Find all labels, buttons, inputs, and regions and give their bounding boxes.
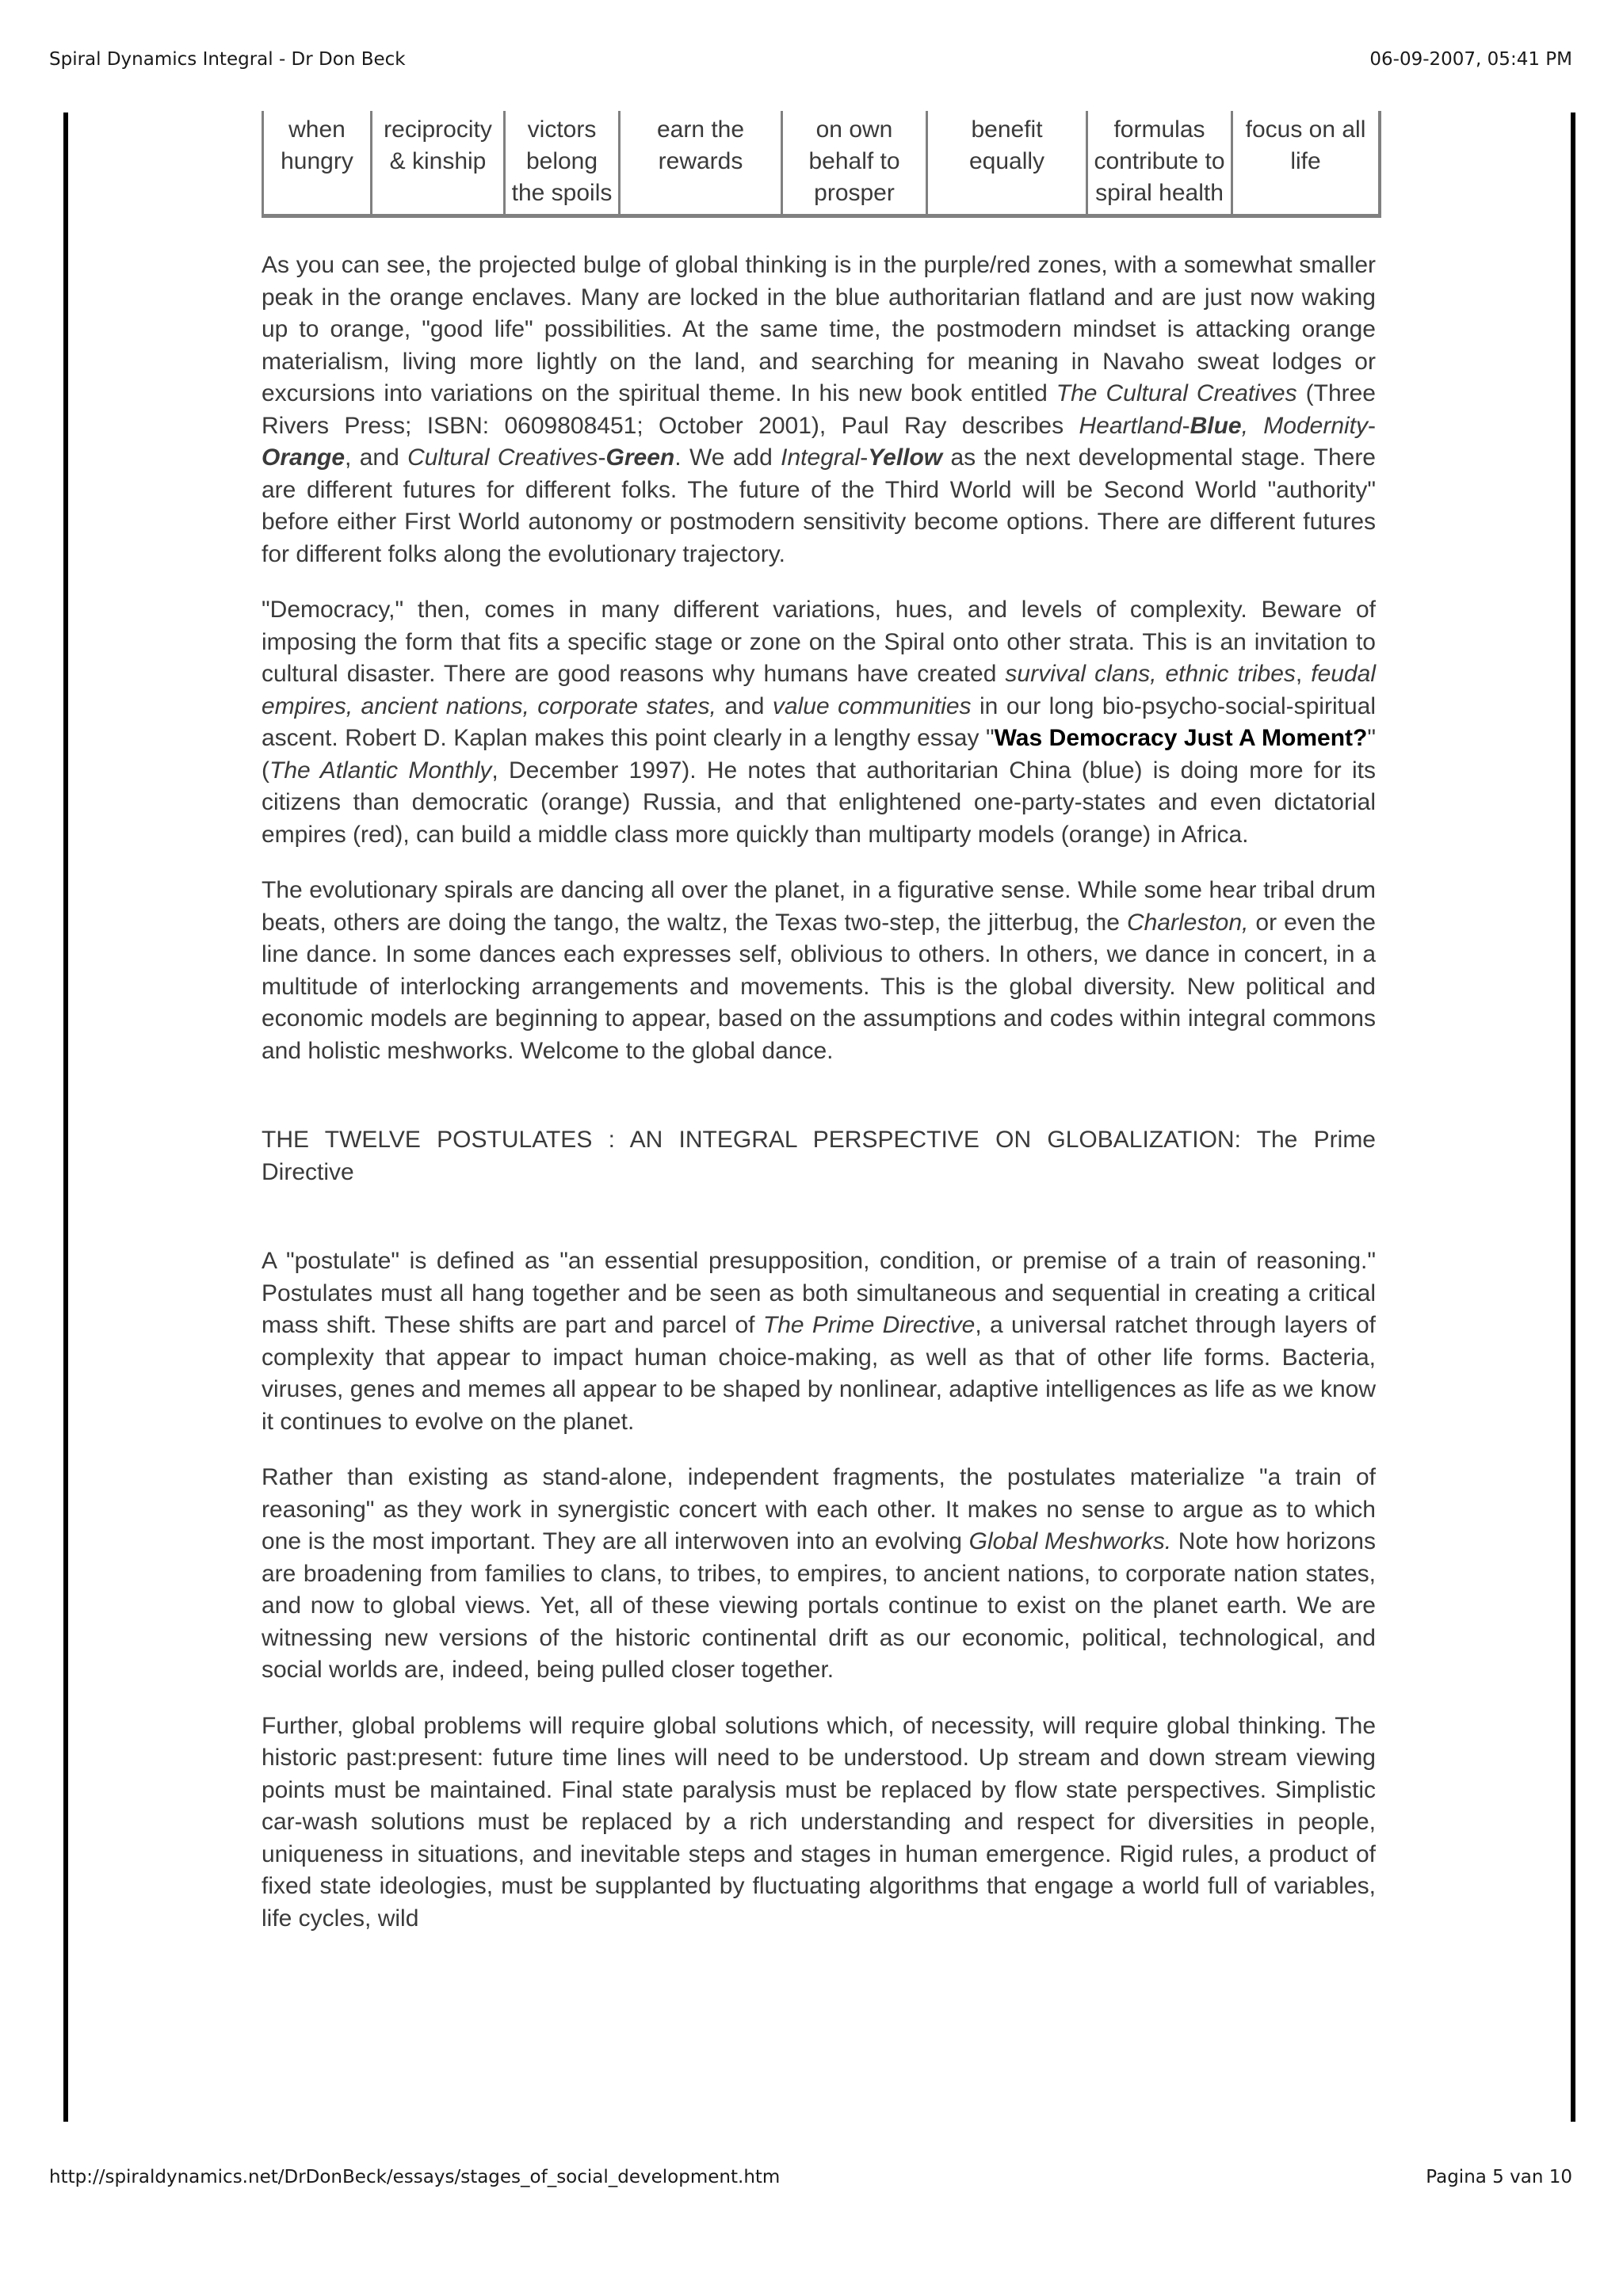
table-cell: reciprocity & kinship — [372, 111, 506, 214]
spiral-stage-table-fragment — [262, 111, 1381, 218]
paragraph-train-of-reasoning: Rather than existing as stand-alone, independent fragments, the postulates materialize "a train of reasoning" as they work in synergistic concert with each other. It makes no sense to argue as to which one is the most important. They are all interwoven into an evolving Global Meshworks. Note how horizons are broadening from families to clans, to tribes, to empires, to ancient nations, to corporate nation states, and now to global views. Yet, all of these viewing portals continue to exist on the planet earth. We are witnessing new versions of the historic continental drift as our economic, political, technological, and social worlds are, indeed, being pulled closer together. — [262, 1464, 1376, 1683]
book-title: The Cultural Creatives — [1056, 380, 1297, 406]
table-cell: when hungry — [264, 111, 372, 214]
table-cell: victors belong the spoils — [506, 111, 621, 214]
print-datetime: 06-09-2007, 05:41 PM — [1369, 49, 1572, 70]
left-border-rule — [63, 113, 68, 2122]
table-cell: focus on all life — [1245, 116, 1366, 174]
table-cell: on own behalf to prosper — [783, 111, 928, 214]
section-heading: THE TWELVE POSTULATES : AN INTEGRAL PERSPECTIVE ON GLOBALIZATION: The Prime Directive — [262, 1127, 1376, 1185]
paragraph-postulate-definition: A "postulate" is defined as "an essential presupposition, condition, or premise of a train of reasoning." Postulates must all hang together and be seen as both simultaneous and sequential in creating a critical mass shift. These shifts are part and parcel of The Prime Directive, a universal ratchet through layers of complexity that appear to impact human choice-making, as well as that of other life forms. Bacteria, viruses, genes and memes all appear to be shaped by nonlinear, adaptive intelligences as life as we know it continues to evolve on the planet. — [262, 1248, 1376, 1435]
paragraph-global-problems: Further, global problems will require global solutions which, of necessity, will require global thinking. The historic past:present: future time lines will need to be understood. Up stream and down stream viewing points must be maintained. Final state paralysis must be replaced by flow state perspectives. Simplistic car-wash solutions must be replaced by a rich understanding and respect for diversities in people, uniqueness in situations, and inevitable steps and stages in human emergence. Rigid rules, a product of fixed state ideologies, must be supplanted by fluctuating algorithms that engage a world full of variables, life cycles, wild — [262, 1712, 1376, 1932]
paragraph-global-dance: The evolutionary spirals are dancing all over the planet, in a figurative sense. While some hear tribal drum beats, others are doing the tango, the waltz, the Texas two-step, the jitterbug, the Charleston, or even the line dance. In some dances each expresses self, oblivious to others. In others, we dance in concert, in a multitude of interlocking arrangements and movements. This is the global diversity. New political and economic models are beginning to appear, based on the assumptions and codes within integral commons and holistic meshworks. Welcome to the global dance. — [262, 877, 1376, 1064]
paragraph-global-thinking: As you can see, the projected bulge of global thinking is in the purple/red zones, with a somewhat smaller peak in the orange enclaves. Many are locked in the blue authoritarian flatland and are just now waking up to orange, "good life" possibilities. At the same time, the postmodern mindset is attacking orange materialism, living more lightly on the land, and searching for meaning in Navaho sweat lodges or excursions into variations on the spiritual theme. In his new book entitled The Cultural Creatives (Three Rivers Press; ISBN: 0609808451; October 2001), Paul Ray describes Heartland-Blue, Modernity-Orange, and Cultural Creatives-Green. We add Integral-Yellow as the next developmental stage. There are different futures for different folks. The future of the Third World will be Second World "authority" before either First World autonomy or postmodern sensitivity become options. There are different futures for different folks along the evolutionary trajectory. — [262, 252, 1377, 567]
table-cell: benefit equally — [928, 111, 1088, 214]
paragraph-democracy: "Democracy," then, comes in many different variations, hues, and levels of complexity. Beware of imposing the form that fits a specific stage or zone on the Spiral onto other strata. This is an invitation to cultural disaster. There are good reasons why humans have created survival clans, ethnic tribes, feudal empires, ancient nations, corporate states, and value communities in our long bio-psycho-social-spiritual ascent. Robert D. Kaplan makes this point clearly in a lengthy essay "Was Democracy Just A Moment?" (The Atlantic Monthly, December 1997). He notes that authoritarian China (blue) is doing more for its citizens than democratic (orange) Russia, and that enlightened one-party-states and even dictatorial empires (red), can build a middle class more quickly than multiparty models (orange) in Africa. — [262, 597, 1377, 848]
article-body — [262, 111, 1376, 1935]
page-url: http://spiraldynamics.net/DrDonBeck/essays/stages_of_social_development.htm — [49, 2167, 781, 2187]
table-cell: formulas contribute to spiral health — [1088, 111, 1233, 214]
page-number: Pagina 5 van 10 — [1426, 2167, 1572, 2187]
page-title: Spiral Dynamics Integral - Dr Don Beck — [49, 49, 406, 70]
table-row — [264, 111, 1378, 214]
table-cell: earn the rewards — [621, 111, 783, 214]
right-border-rule — [1571, 113, 1575, 2122]
essay-title: Was Democracy Just A Moment? — [994, 725, 1368, 751]
magazine-title: The Atlantic Monthly — [269, 757, 492, 784]
